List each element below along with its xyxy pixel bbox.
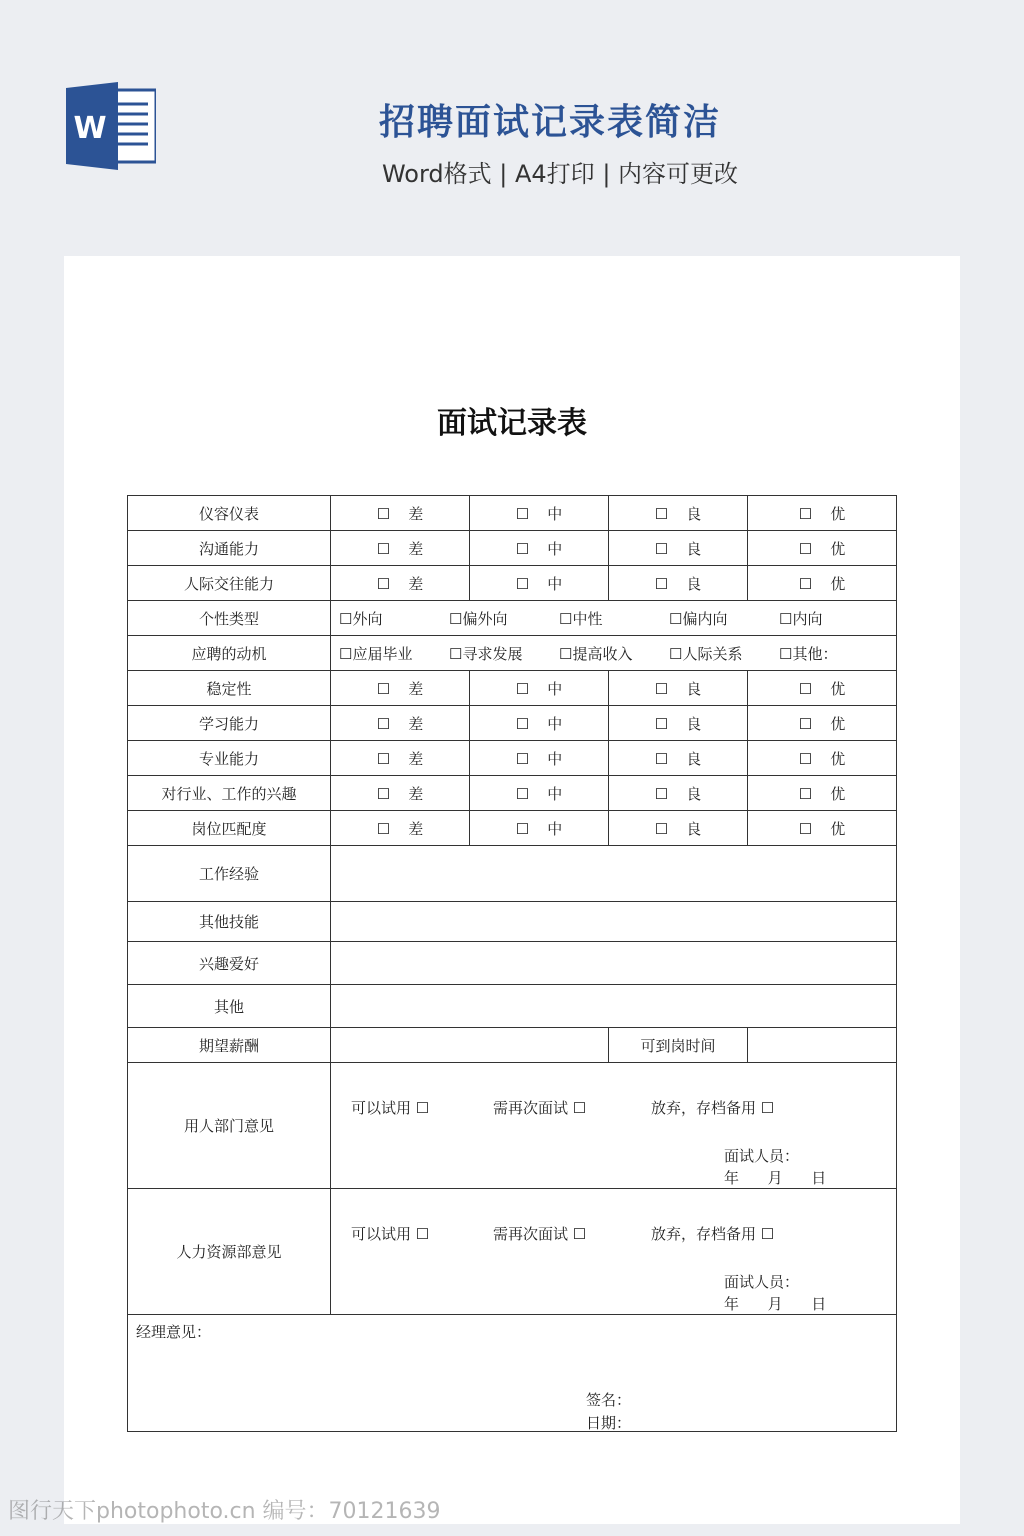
row-label: 人力资源部意见 <box>128 1189 331 1315</box>
rating-label: 良 <box>686 504 702 523</box>
row-label: 人际交往能力 <box>128 566 331 601</box>
checkbox-icon[interactable]: ☐ <box>654 819 669 838</box>
checkbox-icon[interactable]: ☐ <box>515 784 530 803</box>
rating-label: 良 <box>686 714 702 733</box>
rating-label: 差 <box>408 679 424 698</box>
rating-label: 优 <box>830 574 846 593</box>
rating-option[interactable] <box>331 776 470 811</box>
rating-row <box>128 706 897 741</box>
row-label: 岗位匹配度 <box>128 811 331 846</box>
dept-opinion-row <box>128 1063 897 1189</box>
checkbox-option[interactable]: ☐偏外向 <box>449 609 508 628</box>
checkbox-option[interactable]: ☐人际关系 <box>669 644 743 663</box>
rating-row <box>128 741 897 776</box>
checkbox-icon[interactable]: ☐ <box>654 504 669 523</box>
checkbox-icon[interactable]: ☐ <box>515 749 530 768</box>
rating-option[interactable] <box>609 811 748 846</box>
salary-input[interactable] <box>331 1028 609 1063</box>
rating-label: 中 <box>547 819 563 838</box>
rating-label: 中 <box>547 539 563 558</box>
row-label: 稳定性 <box>128 671 331 706</box>
rating-option[interactable] <box>609 706 748 741</box>
rating-label: 良 <box>686 574 702 593</box>
checkbox-icon[interactable]: ☐ <box>798 714 813 733</box>
row-label: 其他技能 <box>128 902 331 942</box>
checkbox-icon[interactable]: ☐ <box>654 679 669 698</box>
interviewer-label: 面试人员： <box>724 1273 800 1291</box>
rating-label: 差 <box>408 784 424 803</box>
rating-option[interactable] <box>748 811 897 846</box>
rating-label: 优 <box>830 714 846 733</box>
option-trial[interactable]: 可以试用 ☐ <box>351 1099 430 1117</box>
rating-label: 中 <box>547 574 563 593</box>
rating-label: 差 <box>408 749 424 768</box>
checkbox-icon[interactable]: ☐ <box>654 784 669 803</box>
rating-label: 优 <box>830 504 846 523</box>
checkbox-icon[interactable]: ☐ <box>798 539 813 558</box>
checkbox-icon[interactable]: ☐ <box>654 749 669 768</box>
checkbox-option[interactable]: ☐提高收入 <box>559 644 633 663</box>
rating-option[interactable] <box>748 671 897 706</box>
opinion-cell <box>331 1189 897 1315</box>
start-time-label: 可到岗时间 <box>609 1028 748 1063</box>
rating-label: 差 <box>408 574 424 593</box>
rating-label: 中 <box>547 714 563 733</box>
rating-label: 良 <box>686 539 702 558</box>
rating-row <box>128 671 897 706</box>
rating-label: 中 <box>547 679 563 698</box>
row-label: 用人部门意见 <box>128 1063 331 1189</box>
option-reinterview[interactable]: 需再次面试 ☐ <box>493 1099 587 1117</box>
manager-label: 经理意见： <box>136 1323 212 1341</box>
row-label: 应聘的动机 <box>128 636 331 671</box>
rating-label: 优 <box>830 819 846 838</box>
interview-form <box>127 495 897 1432</box>
rating-option[interactable] <box>331 496 470 531</box>
document-page <box>64 256 960 1524</box>
manager-cell <box>128 1315 897 1432</box>
option-archive[interactable]: 放弃，存档备用 ☐ <box>651 1099 775 1117</box>
rating-label: 中 <box>547 749 563 768</box>
opinion-cell <box>331 1063 897 1189</box>
checkbox-option[interactable]: ☐中性 <box>559 609 603 628</box>
free-row-skills <box>128 902 897 942</box>
rating-label: 差 <box>408 539 424 558</box>
row-label: 对行业、工作的兴趣 <box>128 776 331 811</box>
checkbox-option[interactable]: ☐寻求发展 <box>449 644 523 663</box>
rating-label: 良 <box>686 679 702 698</box>
checkbox-icon[interactable]: ☐ <box>376 539 391 558</box>
rating-label: 良 <box>686 819 702 838</box>
rating-option[interactable] <box>470 566 609 601</box>
manager-row <box>128 1315 897 1432</box>
checkbox-icon[interactable]: ☐ <box>376 504 391 523</box>
hr-opinion-row <box>128 1189 897 1315</box>
rating-option[interactable] <box>331 706 470 741</box>
checkbox-icon[interactable]: ☐ <box>515 714 530 733</box>
rating-option[interactable] <box>748 706 897 741</box>
rating-option[interactable] <box>609 496 748 531</box>
free-input[interactable] <box>331 942 897 985</box>
rating-label: 差 <box>408 819 424 838</box>
checkbox-option[interactable]: ☐其他： <box>779 644 838 663</box>
free-row-hobbies <box>128 942 897 985</box>
row-label: 兴趣爱好 <box>128 942 331 985</box>
rating-option[interactable] <box>748 496 897 531</box>
rating-option[interactable] <box>748 566 897 601</box>
row-label: 仪容仪表 <box>128 496 331 531</box>
rating-label: 优 <box>830 679 846 698</box>
option-reinterview[interactable]: 需再次面试 ☐ <box>493 1225 587 1243</box>
checkbox-icon[interactable]: ☐ <box>654 714 669 733</box>
checkbox-icon[interactable]: ☐ <box>376 784 391 803</box>
date-line: 年 月 日 <box>724 1295 827 1313</box>
row-label: 工作经验 <box>128 846 331 902</box>
rating-option[interactable] <box>748 531 897 566</box>
date-label: 日期： <box>586 1414 632 1432</box>
document-title: 面试记录表 <box>437 406 587 441</box>
checkbox-icon[interactable]: ☐ <box>515 819 530 838</box>
checkbox-option[interactable]: ☐外向 <box>339 609 383 628</box>
row-label: 期望薪酬 <box>128 1028 331 1063</box>
rating-option[interactable] <box>470 531 609 566</box>
checkbox-icon[interactable]: ☐ <box>654 574 669 593</box>
row-label: 其他 <box>128 985 331 1028</box>
rating-option[interactable] <box>748 741 897 776</box>
rating-option[interactable] <box>748 776 897 811</box>
checkbox-icon[interactable]: ☐ <box>798 749 813 768</box>
checkbox-option[interactable]: ☐应届毕业 <box>339 644 413 663</box>
interviewer-label: 面试人员： <box>724 1147 800 1165</box>
checkbox-option[interactable]: ☐偏内向 <box>669 609 728 628</box>
rating-row <box>128 531 897 566</box>
option-archive[interactable]: 放弃，存档备用 ☐ <box>651 1225 775 1243</box>
rating-label: 优 <box>830 749 846 768</box>
options-cell <box>331 601 897 636</box>
rating-row <box>128 496 897 531</box>
rating-option[interactable] <box>470 671 609 706</box>
checkbox-icon[interactable]: ☐ <box>376 679 391 698</box>
free-row-other <box>128 985 897 1028</box>
checkbox-icon[interactable]: ☐ <box>515 679 530 698</box>
rating-label: 良 <box>686 749 702 768</box>
free-input[interactable] <box>331 985 897 1028</box>
rating-option[interactable] <box>331 566 470 601</box>
rating-option[interactable] <box>609 566 748 601</box>
checkbox-option[interactable]: ☐内向 <box>779 609 823 628</box>
checkbox-icon[interactable]: ☐ <box>376 574 391 593</box>
rating-label: 差 <box>408 504 424 523</box>
watermark: 图行天下photophoto.cn 编号：70121639 <box>8 1499 441 1524</box>
rating-option[interactable] <box>609 776 748 811</box>
checkbox-icon[interactable]: ☐ <box>798 679 813 698</box>
rating-option[interactable] <box>331 531 470 566</box>
rating-label: 差 <box>408 714 424 733</box>
motivation-row <box>128 636 897 671</box>
rating-option[interactable] <box>470 706 609 741</box>
word-icon-letter: W <box>73 111 107 146</box>
checkbox-icon[interactable]: ☐ <box>798 504 813 523</box>
rating-option[interactable] <box>470 811 609 846</box>
rating-row <box>128 776 897 811</box>
rating-option[interactable] <box>331 811 470 846</box>
rating-label: 优 <box>830 539 846 558</box>
rating-option[interactable] <box>609 531 748 566</box>
rating-option[interactable] <box>470 741 609 776</box>
checkbox-icon[interactable]: ☐ <box>515 574 530 593</box>
rating-label: 良 <box>686 784 702 803</box>
checkbox-icon[interactable]: ☐ <box>376 749 391 768</box>
page-subtitle: Word格式 | A4打印 | 内容可更改 <box>381 160 739 188</box>
rating-row <box>128 566 897 601</box>
page-title: 招聘面试记录表简洁 <box>378 102 721 143</box>
checkbox-icon[interactable]: ☐ <box>654 539 669 558</box>
rating-label: 中 <box>547 784 563 803</box>
checkbox-icon[interactable]: ☐ <box>376 714 391 733</box>
rating-row <box>128 811 897 846</box>
checkbox-icon[interactable]: ☐ <box>515 504 530 523</box>
option-trial[interactable]: 可以试用 ☐ <box>351 1225 430 1243</box>
checkbox-icon[interactable]: ☐ <box>515 539 530 558</box>
date-line: 年 月 日 <box>724 1169 827 1187</box>
rating-option[interactable] <box>470 496 609 531</box>
checkbox-icon[interactable]: ☐ <box>798 784 813 803</box>
start-time-input[interactable] <box>748 1028 897 1063</box>
rating-label: 优 <box>830 784 846 803</box>
free-row-experience <box>128 846 897 902</box>
rating-option[interactable] <box>609 741 748 776</box>
free-input[interactable] <box>331 846 897 902</box>
options-cell <box>331 636 897 671</box>
row-label: 个性类型 <box>128 601 331 636</box>
sign-label: 签名： <box>586 1391 632 1409</box>
word-icon <box>66 82 156 170</box>
checkbox-icon[interactable]: ☐ <box>798 819 813 838</box>
salary-row <box>128 1028 897 1063</box>
row-label: 专业能力 <box>128 741 331 776</box>
personality-row <box>128 601 897 636</box>
rating-label: 中 <box>547 504 563 523</box>
rating-option[interactable] <box>609 671 748 706</box>
row-label: 学习能力 <box>128 706 331 741</box>
free-input[interactable] <box>331 902 897 942</box>
rating-option[interactable] <box>331 671 470 706</box>
rating-option[interactable] <box>331 741 470 776</box>
checkbox-icon[interactable]: ☐ <box>798 574 813 593</box>
rating-option[interactable] <box>470 776 609 811</box>
row-label: 沟通能力 <box>128 531 331 566</box>
checkbox-icon[interactable]: ☐ <box>376 819 391 838</box>
